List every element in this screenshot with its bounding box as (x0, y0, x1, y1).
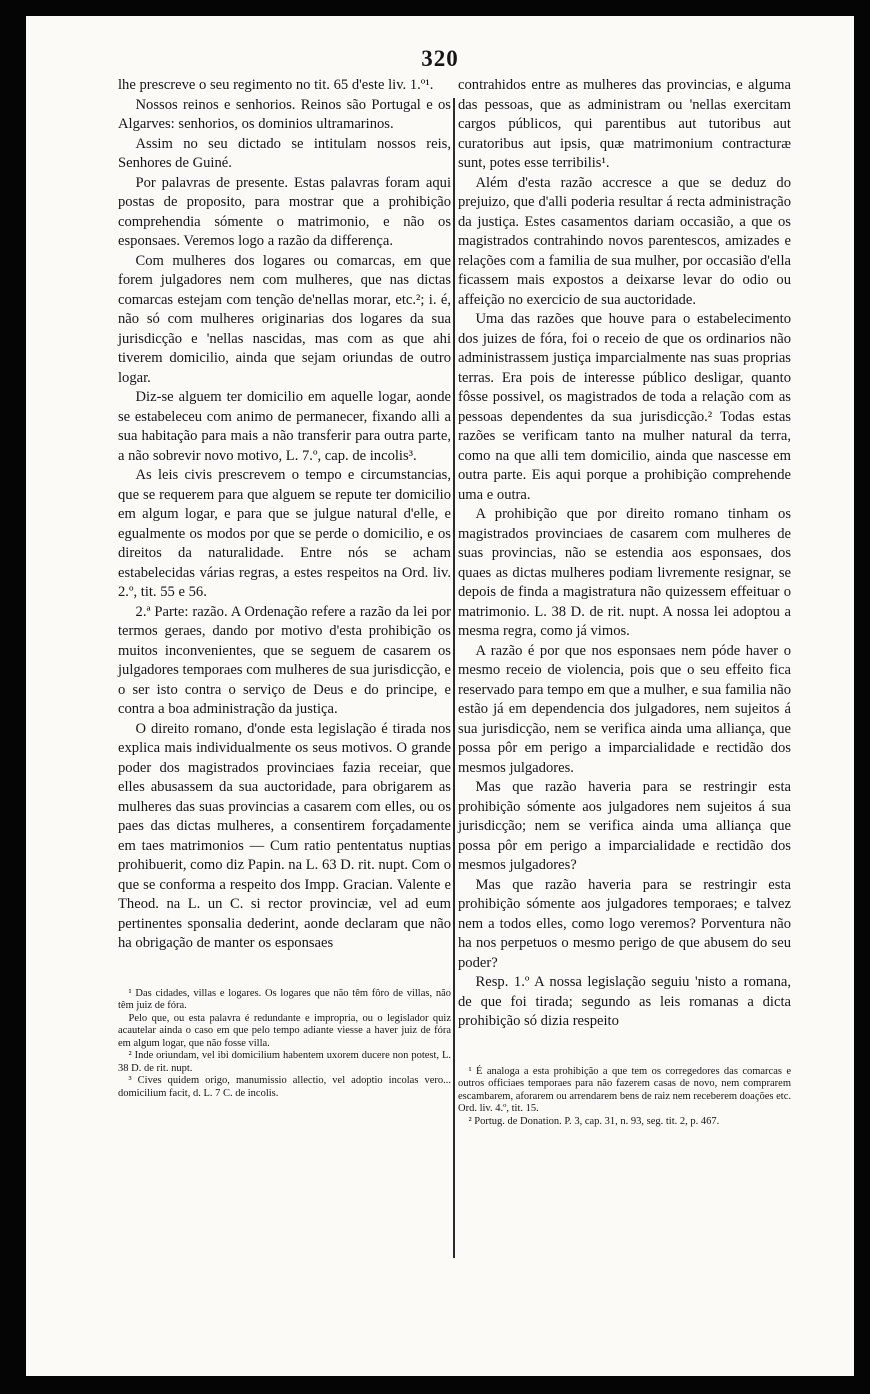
right-column (458, 76, 791, 1128)
paragraph: As leis civis prescrevem o tempo e circumstancias, que se requerem para que alguem se repute ter domicilio em algum logar, e para que se julgue natural d'elle, e egualmente os modos por que se perde o domicilio, e os direitos da naturalidade. Entre nós se acham estabelecidas várias regras, a estes respeitos na Ord. liv. 2.º, tit. 55 e 56. (118, 467, 451, 600)
left-body (118, 76, 451, 954)
paragraph: Além d'esta razão accresce a que se deduz do prejuizo, que d'alli poderia resultar á recta administração da justiça. Estes casamentos dariam occasião, a que os magistrados contrahindo novos parentescos, amizades e relações com a familia de sua mulher, por occasião d'ella ficassem mais expostos a deixarse levar do odio ou affeição no exercicio de sua auctoridade. (458, 174, 791, 308)
paragraph: Diz-se alguem ter domicilio em aquelle logar, aonde se estabeleceu com animo de permanecer, fixando alli a sua habitação para mais a não transferir para outra parte, a não sobrevir novo motivo, L. 7.º, cap. de incolis³. (118, 389, 451, 464)
footnote: ³ Cives quidem origo, manumissio allectio, vel adoptio incolas vero... domicilium facit, d. L. 7 C. de incolis. (118, 1075, 451, 1099)
paragraph: Resp. 1.º A nossa legislação seguiu 'nisto a romana, de que foi tirada; segundo as leis romanas a dicta prohibição só dizia respeito (458, 974, 791, 1029)
column-divider (453, 98, 455, 1258)
paragraph: A prohibição que por direito romano tinham os magistrados provinciaes de casarem com mulheres de suas provincias, não se estendia aos esponsaes, dos quaes as dictas mulheres podiam livremente resignar, se depois de finda a magistratura não quizessem effeituar o matrimonio. L. 38 D. de rit. nupt. A nossa lei adoptou a mesma regra, como já vimos. (458, 506, 791, 639)
paragraph: Assim no seu dictado se intitulam nossos reis, Senhores de Guiné. (118, 135, 451, 171)
paragraph: 2.ª Parte: razão. A Ordenação refere a razão da lei por termos geraes, dando por motivo d'esta prohibição os muitos inconvenientes, que se seguem de casarem os julgadores temporaes com mulheres de sua jurisdicção, e o ser isto contra o serviço de Deus e do principe, e contra a boa administração da justiça. (118, 603, 451, 717)
paragraph: lhe prescreve o seu regimento no tit. 65 d'este liv. 1.º¹. (118, 77, 434, 93)
paragraph: contrahidos entre as mulheres das provincias, e alguma das pessoas, que as administram ou 'nellas exercitam cargos públicos, qui parentibus aut tutoribus aut curatoribus aut ipsis, quæ matrimonium contracturæ sunt, potes esse terribilis¹. (458, 77, 791, 171)
page-number: 320 (421, 46, 459, 71)
paragraph: Uma das razões que houve para o estabelecimento dos juizes de fóra, foi o receio de que os ordinarios não administrassem justiça imparcialmente nas suas proprias terras. Era pois de interesse público desligar, quanto fôsse possivel, os magistrados de toda a relação com as pessoas dependentes da sua jurisdicção.² Todas estas razões se verificam tanto na mulher natural da terra, como na que alli tem domicilio, ainda que nascesse em outra parte. Eis aqui porque a prohibição comprehende uma e outra. (458, 311, 791, 503)
left-column (118, 76, 451, 1100)
paragraph: Por palavras de presente. Estas palavras foram aqui postas de proposito, para mostrar que a prohibição comprehendia sómente o matrimonio, e não os esponsaes. Veremos logo a razão da differença. (118, 174, 451, 249)
right-body (458, 76, 791, 1032)
footnote: ² Portug. de Donation. P. 3, cap. 31, n. 93, seg. tit. 2, p. 467. (468, 1115, 720, 1127)
footnote: ¹ Das cidades, villas e logares. Os logares que não têm fôro de villas, não têm juiz de fóra. (118, 987, 451, 1011)
paragraph: Nossos reinos e senhorios. Reinos são Portugal e os Algarves: senhorios, os dominios ultramarinos. (118, 96, 451, 132)
paragraph: A razão é por que nos esponsaes nem póde haver o mesmo receio de violencia, pois que o seu effeito fica reservado para tempo em que a mulher, e sua familia não estão já em dependencia dos julgadores, nem sujeitos á sua jurisdicção, nem se verifica ainda uma alliança, que possa pôr em perigo a imparcialidade e rectidão dos mesmos julgadores. (458, 642, 791, 776)
book-page (26, 16, 854, 1376)
paragraph: Mas que razão haveria para se restringir esta prohibição sómente aos julgadores nem sujeitos á sua jurisdicção; nem se verifica ainda uma alliança que possa pôr em perigo a imparcialidade e rectidão dos mesmos julgadores? (458, 779, 791, 873)
footnote: ² Inde oriundam, vel ibi domicilium habentem uxorem ducere non potest, L. 38 D. de rit. nupt. (118, 1050, 451, 1074)
footnote: Pelo que, ou esta palavra é redundante e impropria, ou o legislador quiz acautelar ainda o caso em que pelo tempo adiante viesse a haver juiz de fóra em algum logar, que não fosse villa. (118, 1012, 451, 1049)
paragraph: Com mulheres dos logares ou comarcas, em que forem julgadores nem com mulheres, que nas dictas comarcas estejam com tenção de'nellas morar, etc.²; i. é, não só com mulheres originarias dos logares da sua jurisdicção e 'nellas nascidas, mas com as que ahi tiverem domicilio, ainda que sejam oriundas de outro logar. (118, 252, 451, 386)
paragraph: Mas que razão haveria para se restringir esta prohibição sómente aos julgadores temporaes; e talvez nem a todos elles, como logo veremos? Porventura não ha nos perpetuos o mesmo perigo de que abusem do seu poder? (458, 876, 791, 971)
left-footnotes (118, 988, 451, 1101)
footnote: ¹ É analoga a esta prohibição a que tem os corregedores das comarcas e outros officiaes temporaes para não fazerem casas de novo, nem comprarem escambarem, aforarem ou arrendarem bens de raiz nem receberem doações etc. Ord. liv. 4.º, tit. 15. (458, 1065, 791, 1114)
right-footnotes (458, 1066, 791, 1129)
paragraph: O direito romano, d'onde esta legislação é tirada nos explica mais individualmente os seus motivos. O grande poder dos magistrados provinciaes fazia receiar, que elles abusassem da sua auctoridade, para obrigarem as mulheres das suas provincias a casarem com elles, ou os paes das dictas mulheres, a consentirem forçadamente em taes matrimonios — Cum ratio pententatus nuptias prohibuerit, como diz Papin. na L. 63 D. rit. nupt. Com o que se conforma a respeito dos Impp. Gracian. Valente e Theod. na L. un C. si rector provinciæ, vel ad eum pertinentes sponsalia dederint, aonde declaram que não ha obrigação de manter os esponsaes (118, 720, 451, 951)
